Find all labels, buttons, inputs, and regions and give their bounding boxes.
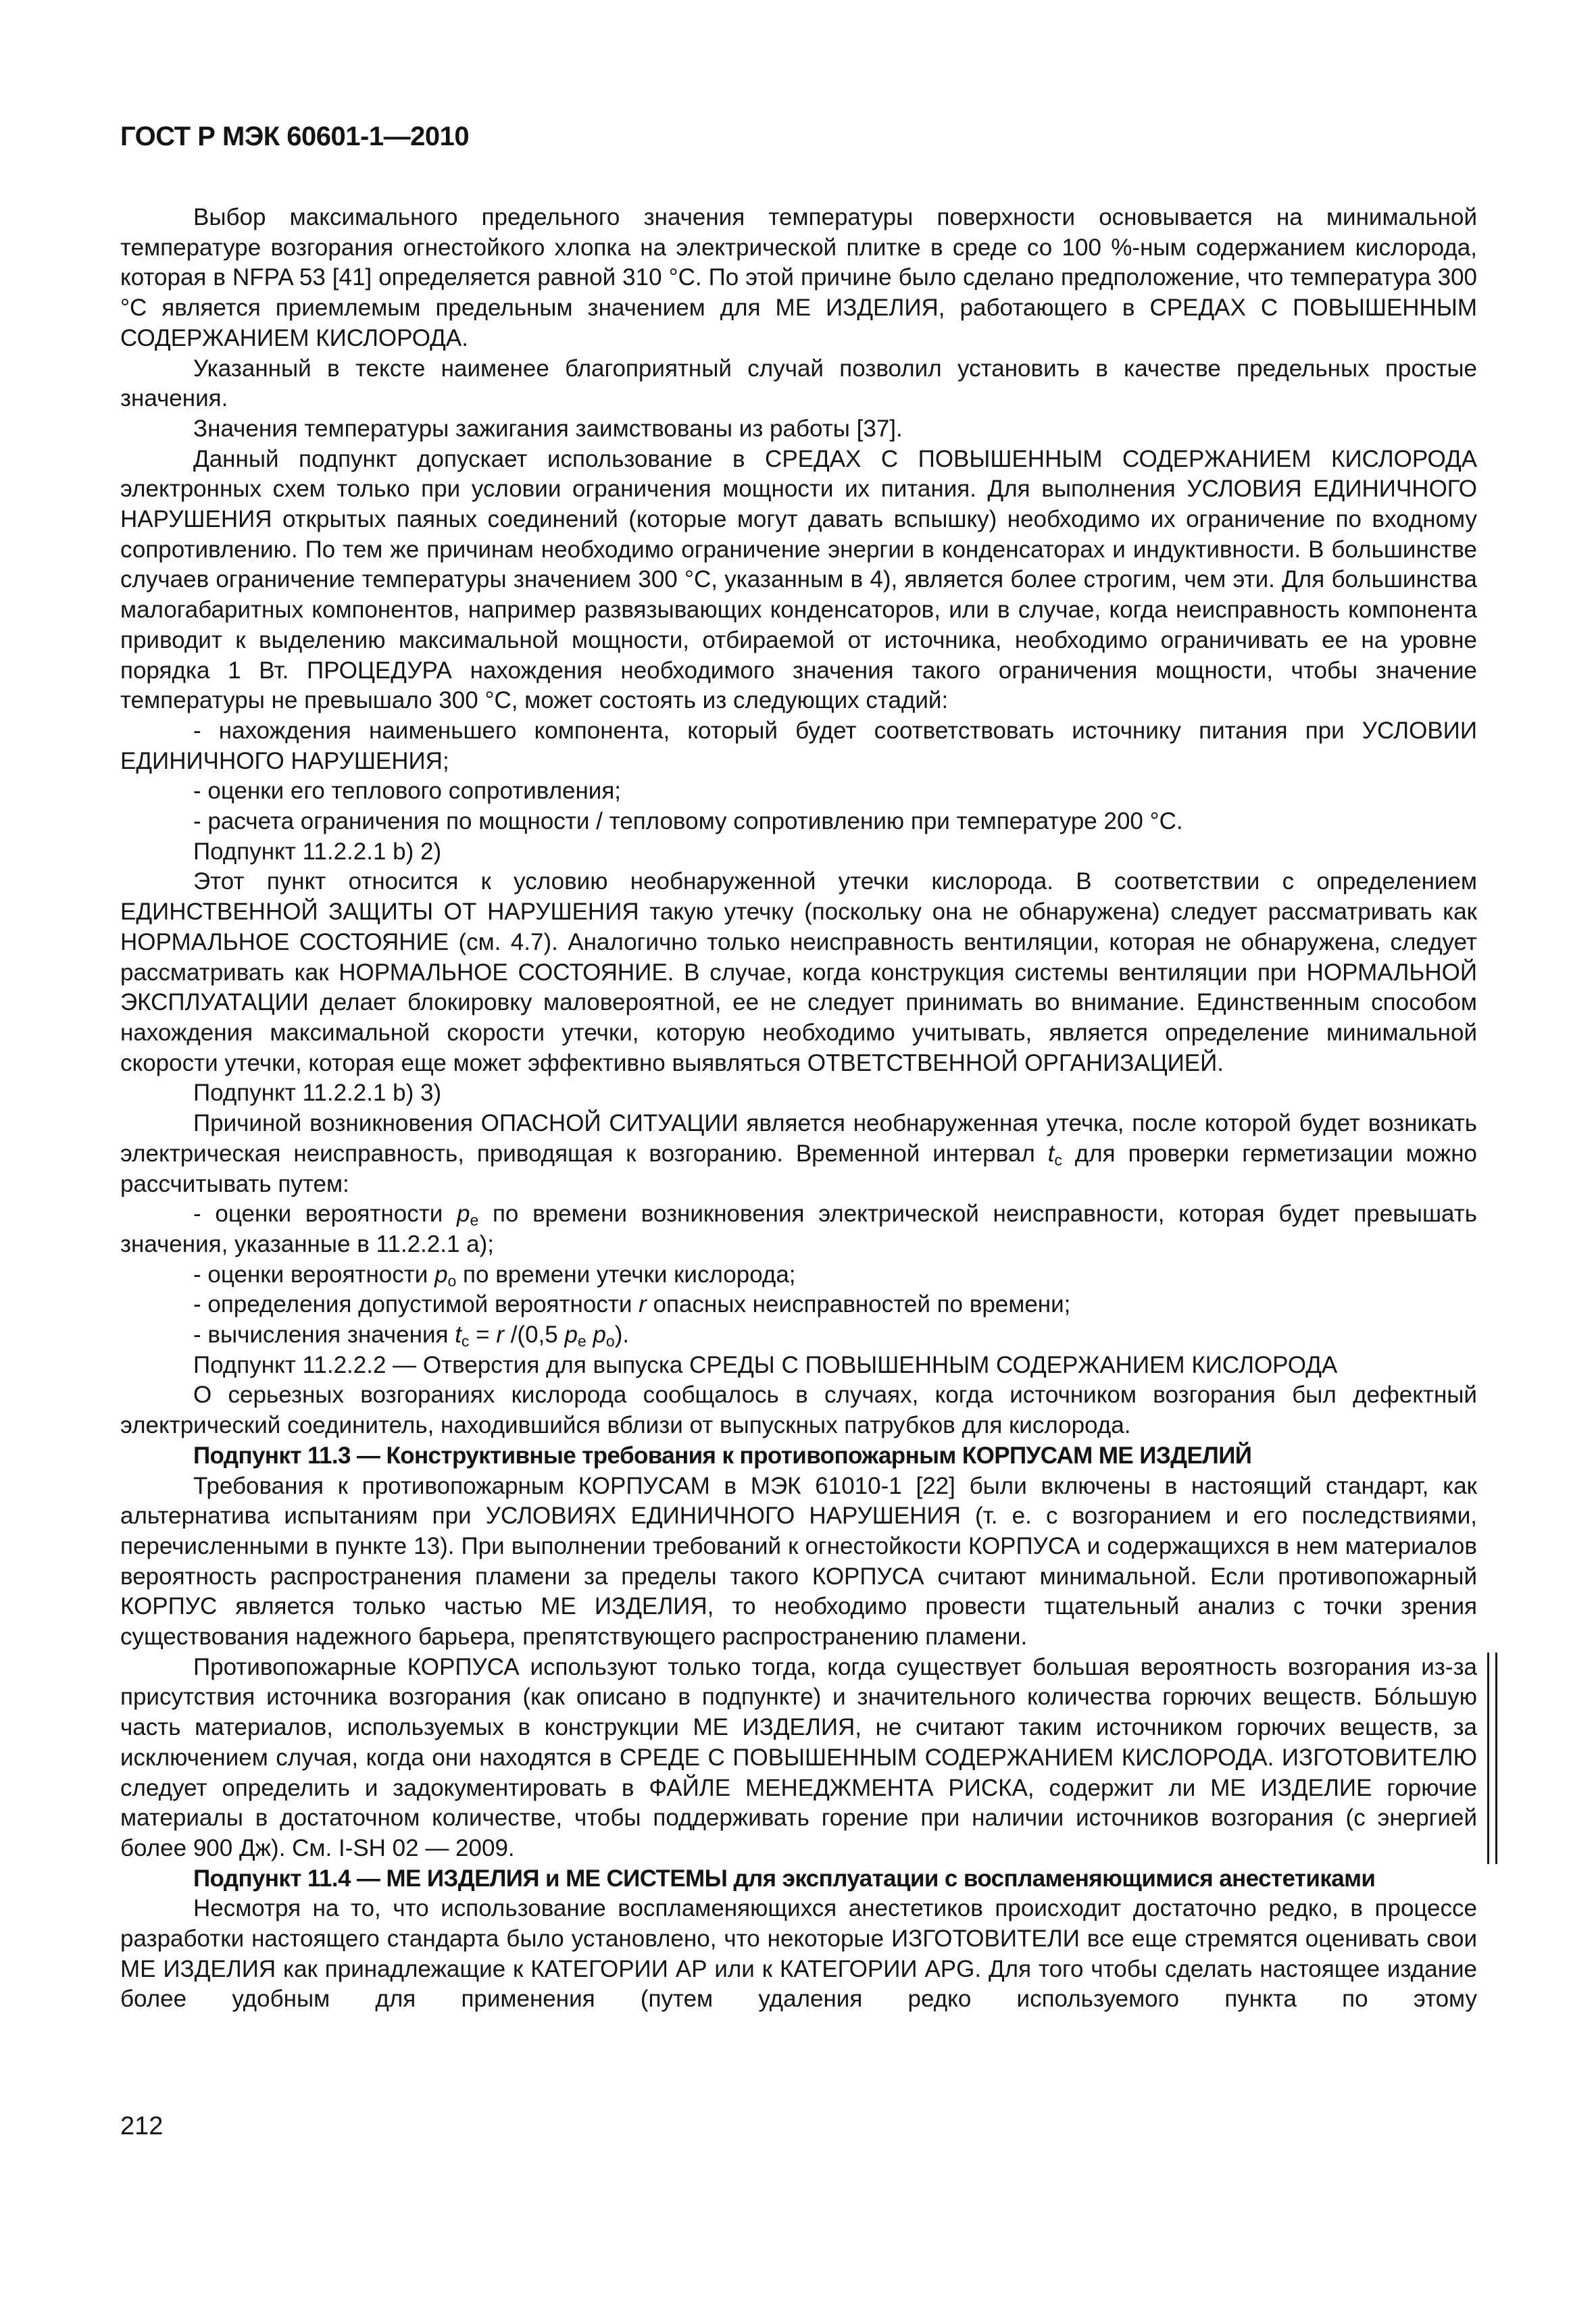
list-item-probability-po: - оценки вероятности $p_o$ по времени утечки кислорода; [193,1261,796,1290]
paragraph-hazard-cause: Причиной возникновения ОПАСНОЙ СИТУАЦИИ является необнаруженная утечка, после которой будет возникать электрическая неисправность, приводящая к возгоранию. Временной интервал $t_c$ для проверки герметизации можно рассчитывать путем: [120,1110,1477,1197]
list-item-thermal-resistance: - оценки его теплового сопротивления; [193,778,622,805]
list-item-acceptable-probability: - определения допустимой вероятности r опасных неисправностей по времени; [193,1291,1071,1318]
paragraph-flammable-anaesthetics: Несмотря на то, что использование воспламеняющихся анестетиков происходит достаточно редко, в процессе разработки настоящего стандарта было установлено, что некоторые ИЗГОТОВИТЕЛИ все еще стремятся оценивать свои МЕ ИЗДЕЛИЯ как принадлежащие к КАТЕГОРИИ АР или к КАТЕГОРИИ APG. Для того чтобы сделать настоящее издание более удобным для применения (путем удаления редко используемого пункта по этому [120,1895,1477,2013]
paragraph-oxygen-leak: Этот пункт относится к условию необнаруженной утечки кислорода. В соответствии с определением ЕДИНСТВЕННОЙ ЗАЩИТЫ ОТ НАРУШЕНИЯ такую утечку (поскольку она не обнаружена) следует рассматривать как НОРМАЛЬНОЕ СОСТОЯНИЕ (см. 4.7). Аналогично только неисправность вентиляции, которая не обнаружена, следует рассматривать как НОРМАЛЬНОЕ СОСТОЯНИЕ. В случае, когда конструкция системы вентиляции при НОРМАЛЬНОЙ ЭКСПЛУАТАЦИИ делает блокировку маловероятной, ее не следует принимать во внимание. Единственным способом нахождения максимальной скорости утечки, которую необходимо учитывать, является определение минимальной скорости утечки, которая еще может эффективно выявляться ОТВЕТСТВЕННОЙ ОРГАНИЗАЦИЕЙ. [120,868,1477,1076]
paragraph-temperature-limit: Выбор максимального предельного значения температуры поверхности основывается на минимальной температуре возгорания огнестойкого хлопка на электрической плитке в среде со 100 %-ным содержанием кислорода, которая в NFPA 53 [41] определяется равной 310 °С. По этой причине было сделано предположение, что температура 300 °С является приемлемым предельным значением для МЕ ИЗДЕЛИЯ, работающего в СРЕДАХ С ПОВЫШЕННЫМ СОДЕРЖАНИЕМ КИСЛОРОДА. [120,204,1477,351]
paragraph-fire-enclosures: Требования к противопожарным КОРПУСАМ в МЭК 61010-1 [22] были включены в настоящий стандарт, как альтернатива испытаниям при УСЛОВИЯХ ЕДИНИЧНОГО НАРУШЕНИЯ (т. е. с возгоранием и его последствиями, перечисленными в пункте 13). При выполнении требований к огнестойкости КОРПУСА и содержащихся в нем материалов вероятность распространения пламени за пределы такого КОРПУСА считают минимальной. Если противопожарный КОРПУС является только частью МЕ ИЗДЕЛИЯ, то необходимо провести тщательный анализ с точки зрения существования надежного барьера, препятствующего распространению пламени. [120,1472,1477,1651]
document-body [120,203,1477,2015]
subclause-heading-11-3: Подпункт 11.3 — Конструктивные требования к противопожарным КОРПУСАМ МЕ ИЗДЕЛИЙ [193,1442,1252,1469]
subclause-label-11-2-2-1-b3: Подпункт 11.2.2.1 b) 3) [193,1080,442,1107]
subclause-label-11-2-2-2: Подпункт 11.2.2.2 — Отверстия для выпуска СРЕДЫ С ПОВЫШЕННЫМ СОДЕРЖАНИЕМ КИСЛОРОДА [193,1351,1338,1378]
paragraph-worst-case: Указанный в тексте наименее благоприятный случай позволил установить в качестве предельных простые значения. [120,355,1477,412]
change-marker-bar [1487,1653,1497,1864]
list-item-smallest-component: - нахождения наименьшего компонента, который будет соответствовать источнику питания при УСЛОВИИ ЕДИНИЧНОГО НАРУШЕНИЯ; [120,717,1477,774]
paragraph-fire-enclosure-usage: Противопожарные КОРПУСА используют только тогда, когда существует большая вероятность возгорания из-за присутствия источника возгорания (как описано в подпункте) и значительного количества горючих веществ. Бóльшую часть материалов, используемых в конструкции МЕ ИЗДЕЛИЯ, не считают таким источником горючих веществ, за исключением случая, когда они находятся в СРЕДЕ С ПОВЫШЕННЫМ СОДЕРЖАНИЕМ КИСЛОРОДА. ИЗГОТОВИТЕЛЮ следует определить и задокументировать в ФАЙЛЕ МЕНЕДЖМЕНТА РИСКА, содержит ли МЕ ИЗДЕЛИЕ горючие материалы в достаточном количестве, чтобы поддерживать горение при наличии источников возгорания (с энергией более 900 Дж). См. I-SH 02 — 2009. [120,1653,1477,1861]
list-item-power-limit: - расчета ограничения по мощности / тепловому сопротивлению при температуре 200 °С. [193,808,1183,835]
paragraph-serious-fires: О серьезных возгораниях кислорода сообщалось в случаях, когда источником возгорания был дефектный электрический соединитель, находившийся вблизи от выпускных патрубков для кислорода. [120,1382,1477,1439]
subclause-heading-11-4: Подпункт 11.4 — МЕ ИЗДЕЛИЯ и МЕ СИСТЕМЫ для эксплуатации с воспламеняющимися анестетиками [193,1865,1376,1892]
page-number: 212 [120,2112,164,2140]
list-item-formula: - вычисления значения $t_c = r$ /(0,5 $p_e$ $p_o$). [193,1322,630,1351]
paragraph-electronic-circuits: Данный подпункт допускает использование в СРЕДАХ С ПОВЫШЕННЫМ СОДЕРЖАНИЕМ КИСЛОРОДА электронных схем только при условии ограничения мощности их питания. Для выполнения УСЛОВИЯ ЕДИНИЧНОГО НАРУШЕНИЯ открытых паяных соединений (которые могут давать вспышку) необходимо их ограничение по входному сопротивлению. По тем же причинам необходимо ограничение энергии в конденсаторах и индуктивности. В большинстве случаев ограничение температуры значением 300 °С, указанным в 4), является более строгим, чем эти. Для большинства малогабаритных компонентов, например развязывающих конденсаторов, или в случае, когда неисправность компонента приводит к выделению максимальной мощности, отбираемой от источника, необходимо ограничивать ее на уровне порядка 1 Вт. ПРОЦЕДУРА нахождения необходимого значения такого ограничения мощности, чтобы значение температуры не превышало 300 °С, может состоять из следующих стадий: [120,445,1477,714]
document-header: ГОСТ Р МЭК 60601-1—2010 [120,122,470,151]
changed-text-block [120,1653,1477,1864]
paragraph-ignition-values: Значения температуры зажигания заимствованы из работы [37]. [193,415,903,442]
list-item-probability-pe: - оценки вероятности $p_e$ по времени возникновения электрической неисправности, которая будет превышать значения, указанные в 11.2.2.1 а); [120,1201,1477,1257]
subclause-label-11-2-2-1-b2: Подпункт 11.2.2.1 b) 2) [193,838,442,865]
